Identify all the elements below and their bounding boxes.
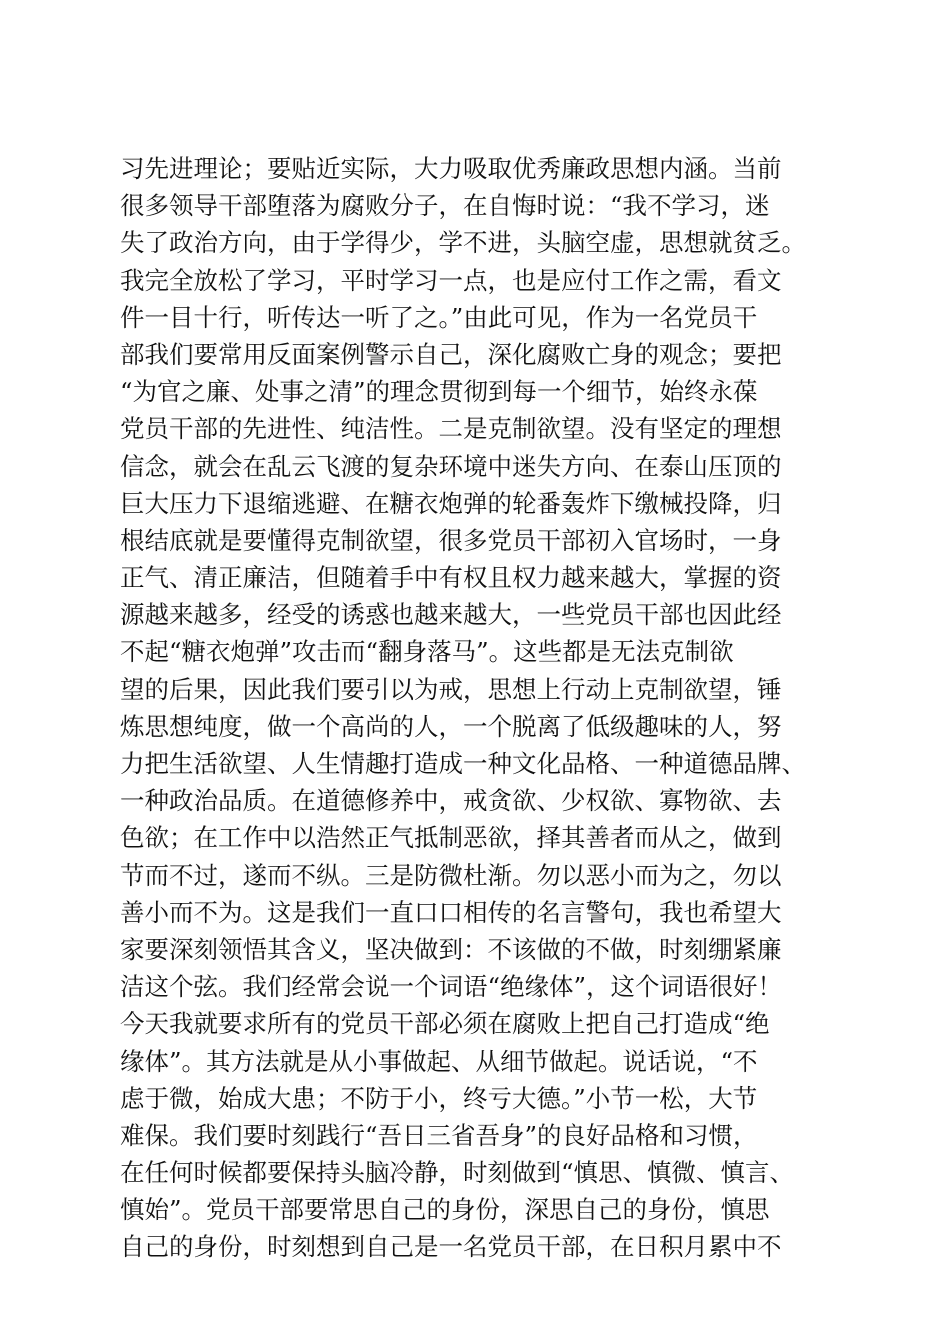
body-text (120, 150, 840, 1266)
text-line: 炼思想纯度，做一个高尚的人，一个脱离了低级趣味的人，努 (120, 711, 782, 741)
text-line: 不起“糖衣炮弹”攻击而“翻身落马”。这些都是无法克制欲 (120, 637, 734, 667)
text-line: 自己的身份，时刻想到自己是一名党员干部，在日积月累中不 (120, 1232, 782, 1262)
text-line: 失了政治方向，由于学得少，学不进，头脑空虚，思想就贫乏。 (120, 228, 806, 258)
text-line: 一种政治品质。在道德修养中，戒贪欲、少权欲、寡物欲、去 (120, 786, 782, 816)
text-line: 节而不过，遂而不纵。三是防微杜渐。勿以恶小而为之，勿以 (120, 860, 782, 890)
text-line: 源越来越多，经受的诱惑也越来越大，一些党员干部也因此经 (120, 600, 782, 630)
text-line: 部我们要常用反面案例警示自己，深化腐败亡身的观念；要把 (120, 339, 782, 369)
text-line: 件一目十行，听传达一听了之。”由此可见，作为一名党员干 (120, 302, 758, 332)
text-line: 信念，就会在乱云飞渡的复杂环境中迷失方向、在泰山压顶的 (120, 451, 782, 481)
text-line: 善小而不为。这是我们一直口口相传的名言警句，我也希望大 (120, 897, 782, 927)
text-line: 慎始”。党员干部要常思自己的身份，深思自己的身份，慎思 (120, 1195, 770, 1225)
text-line: 洁这个弦。我们经常会说一个词语“绝缘体”，这个词语很好！ (120, 972, 783, 1002)
text-line: 根结底就是要懂得克制欲望，很多党员干部初入官场时，一身 (120, 525, 782, 555)
text-line: 党员干部的先进性、纯洁性。二是克制欲望。没有坚定的理想 (120, 414, 782, 444)
text-line: 习先进理论；要贴近实际，大力吸取优秀廉政思想内涵。当前 (120, 154, 782, 183)
text-line: 我完全放松了学习，平时学习一点，也是应付工作之需，看文 (120, 265, 782, 295)
text-line: 色欲；在工作中以浩然正气抵制恶欲，择其善者而从之，做到 (120, 823, 782, 853)
text-line: 巨大压力下退缩逃避、在糖衣炮弹的轮番轰炸下缴械投降，归 (120, 488, 782, 518)
text-line: 力把生活欲望、人生情趣打造成一种文化品格、一种道德品牌、 (120, 749, 806, 778)
text-line: 在任何时候都要保持头脑冷静，时刻做到“慎思、慎微、慎言、 (120, 1158, 795, 1188)
text-line: 缘体”。其方法就是从小事做起、从细节做起。说话说，“不 (120, 1046, 758, 1076)
text-line: 虑于微，始成大患；不防于小，终亏大德。”小节一松，大节 (120, 1083, 758, 1113)
text-line: 很多领导干部堕落为腐败分子，在自悔时说：“我不学习，迷 (120, 191, 770, 221)
text-line: 正气、清正廉洁，但随着手中有权且权力越来越大，掌握的资 (120, 563, 782, 593)
text-line: 难保。我们要时刻践行“吾日三省吾身”的良好品格和习惯， (120, 1120, 758, 1150)
text-line: “为官之廉、处事之清”的理念贯彻到每一个细节，始终永葆 (120, 377, 758, 407)
text-line: 家要深刻领悟其含义，坚决做到：不该做的不做，时刻绷紧廉 (120, 934, 782, 964)
text-line: 今天我就要求所有的党员干部必须在腐败上把自己打造成“绝 (120, 1009, 770, 1039)
text-line: 望的后果，因此我们要引以为戒，思想上行动上克制欲望，锤 (120, 674, 782, 704)
